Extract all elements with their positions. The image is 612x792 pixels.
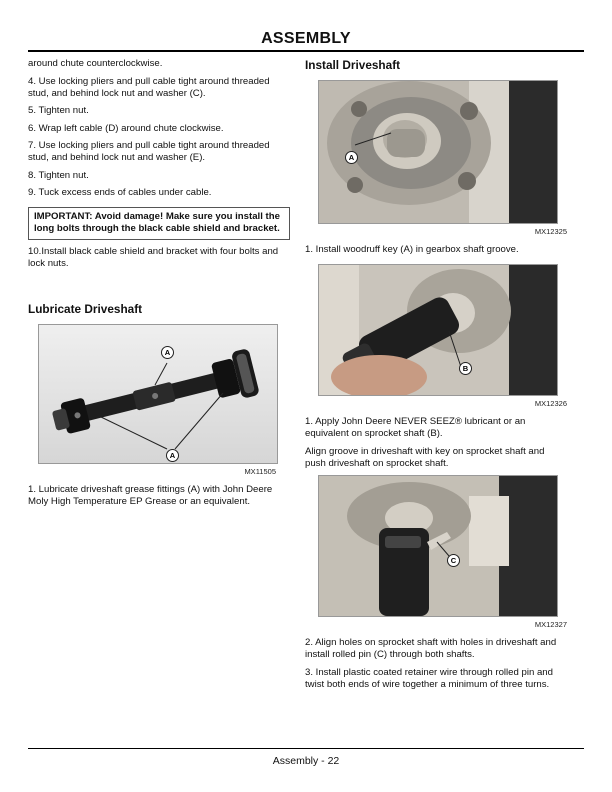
lubricate-heading: Lubricate Driveshaft [28, 301, 143, 316]
install-step-align: Align groove in driveshaft with key on sprocket shaft and push driveshaft on sprocket shaft. [305, 445, 545, 469]
figure-gearbox-shaft [305, 80, 567, 238]
callout-c: C [447, 554, 460, 567]
figure-rolled-pin [305, 475, 567, 631]
page-title: ASSEMBLY [261, 30, 351, 47]
step-4: 4. Use locking pliers and pull cable tight around threaded stud, and behind lock nut and washer (C). [28, 75, 270, 99]
header-rule [28, 50, 584, 52]
figure-code-3: MX12327 [534, 620, 567, 629]
callout-a-bottom: A [166, 449, 179, 462]
left-column [28, 58, 290, 513]
install-heading: Install Driveshaft [305, 58, 401, 72]
driveshaft-photo [38, 324, 278, 464]
step-10: 10.Install black cable shield and bracket with four bolts and lock nuts. [28, 246, 279, 269]
step-5: 5. Tighten nut. [28, 105, 89, 116]
page-footer: Assembly - 22 [272, 755, 340, 767]
step-6: 6. Wrap left cable (D) around chute clockwise. [28, 122, 224, 134]
lubricate-step-1: 1. Lubricate driveshaft grease fittings (A) with John Deere Moly High Temperature EP Grease or an equivalent. [28, 483, 273, 507]
install-step-3: 3. Install plastic coated retainer wire through rolled pin and twist both ends of wire together a minimum of three turns. [305, 666, 553, 690]
callout-a-top: A [161, 346, 174, 359]
step-9: 9. Tuck excess ends of cables under cable. [28, 187, 212, 198]
figure-sprocket-shaft [305, 264, 567, 410]
figure-code: MX11505 [244, 466, 276, 476]
rolled-pin-photo [318, 475, 558, 617]
install-step-apply: 1. Apply John Deere NEVER SEEZ® lubricant or an equivalent on sprocket shaft (B). [305, 416, 526, 439]
callout-b: B [459, 362, 472, 375]
intro-text: around chute counterclockwise. [28, 58, 163, 69]
gearbox-photo [318, 80, 558, 224]
callout-a: A [345, 151, 358, 164]
right-column [305, 58, 567, 696]
figure-code-2: MX12326 [534, 399, 567, 408]
figure-driveshaft [28, 324, 290, 478]
step-7: 7. Use locking pliers and pull cable tight around threaded stud, and behind lock nut and washer (E). [28, 140, 270, 163]
important-notice: IMPORTANT: Avoid damage! Make sure you install the long bolts through the black cable shield and bracket. [28, 207, 290, 240]
footer-rule [28, 748, 584, 749]
figure-code-1: MX12325 [534, 227, 567, 236]
step-8: 8. Tighten nut. [28, 169, 89, 181]
install-step-1: 1. Install woodruff key (A) in gearbox shaft groove. [305, 244, 519, 255]
sprocket-photo [318, 264, 558, 396]
install-step-2: 2. Align holes on sprocket shaft with holes in driveshaft and install rolled pin (C) through both shafts. [305, 637, 557, 660]
